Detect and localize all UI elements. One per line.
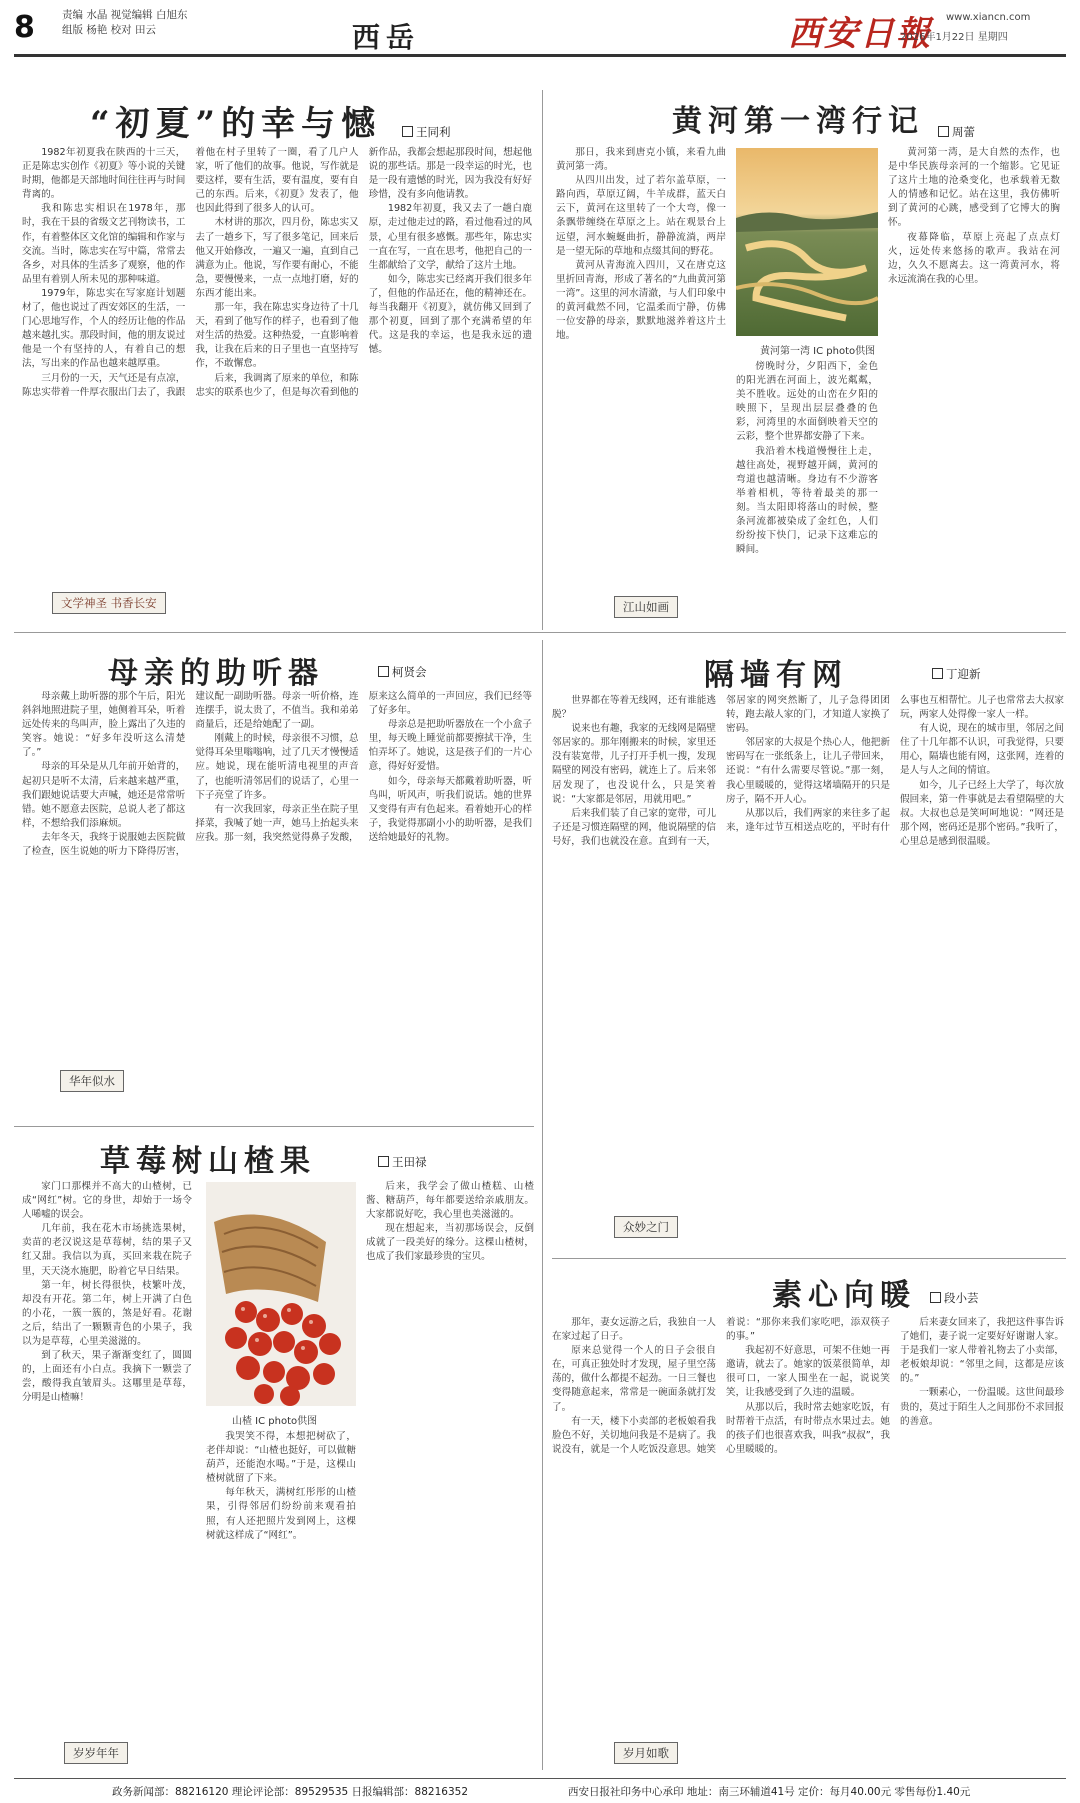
paragraph: 母亲戴上助听器的那个午后，阳光斜斜地照进院子里，她侧着耳朵，听着远处传来的鸟叫声，脸上露出了久违的笑容。她说：“好多年没听这么清楚了。” — [22, 691, 186, 759]
article-body-huanghe-left — [556, 146, 726, 626]
paragraph: 如今，母亲每天都戴着助听器，听鸟叫，听风声，听我们说话。她的世界又变得有声有色起来。看着她开心的样子，我觉得那副小小的助听器，是我们送给她最好的礼物。 — [368, 775, 532, 843]
paragraph: 黄河从青海流入四川，又在唐克这里折回青海，形成了著名的“九曲黄河第一湾”。这里的河水清澈，与人们印象中的黄河截然不同，它温柔而宁静，仿佛一位安静的母亲，默默地滋养着这片土地。 — [556, 259, 726, 342]
newspaper-logo: 西安日報 — [788, 14, 932, 54]
paragraph: 我起初不好意思，可架不住她一再邀请，就去了。她家的饭菜很简单，却很可口，一家人围坐在一起，说说笑笑，让我感受到了久违的温暖。 — [726, 1345, 890, 1399]
paragraph: 第一年，树长得很快，枝繁叶茂，却没有开花。第二年，树上开满了白色的小花，一簇一簇的，煞是好看。花谢之后，结出了一颗颗青色的小果子，我以为是草莓，心里美滋滋的。 — [22, 1279, 192, 1348]
paragraph: 后来我们装了自己家的宽带，可儿子还是习惯连隔壁的网，他说隔壁的信号好，我们也就没在意。直到有一天，邻居家的网突然断了，儿子急得团团转，跑去敲人家的门，才知道人家换了密码。 — [552, 695, 890, 847]
paragraph: 母亲总是把助听器放在一个小盒子里，每天晚上睡觉前都要擦拭干净，生怕弄坏了。她说，这是孩子们的一片心意，得好好爱惜。 — [368, 719, 532, 773]
paragraph: 母亲的耳朵是从几年前开始背的，起初只是听不太清，后来越来越严重，我们跟她说话要大声喊，她还是常常听错。她不愿意去医院，总说人老了都这样，不想给我们添麻烦。 — [22, 761, 186, 829]
paragraph: 那年，妻女远游之后，我独自一人在家过起了日子。 — [552, 1317, 716, 1343]
author-name: 段小芸 — [944, 1291, 979, 1305]
hawthorn-photo — [206, 1182, 356, 1406]
footer-printer-info: 西安日报社印务中心承印 地址：南三环辅道41号 定价：每月40.00元 零售每份1.40元 — [568, 1786, 971, 1798]
paragraph: 夜幕降临，草原上亮起了点点灯火，远处传来悠扬的歌声。我站在河边，久久不愿离去。这一湾黄河水，将永远流淌在我的心里。 — [888, 231, 1060, 285]
photo-caption: 山楂 IC photo供图 — [232, 1416, 318, 1427]
column-stamp: 文学神圣 书香长安 — [52, 592, 166, 614]
author-name: 王田禄 — [392, 1155, 427, 1169]
paragraph: 我沿着木栈道慢慢往上走，越往高处，视野越开阔，黄河的弯道也越清晰。身边有不少游客举着相机，等待着最美的那一刻。当太阳即将落山的时候，整条河流都被染成了金红色，人们纷纷按下快门，记录下这难忘的瞬间。 — [736, 445, 878, 556]
credits-line-1: 责编 水晶 视觉编辑 白旭东 — [62, 9, 188, 21]
article-body-huanghe-mid — [736, 360, 878, 626]
editor-credits — [62, 8, 322, 38]
article-body-shanzha-right — [366, 1180, 534, 1772]
yellow-river-photo — [736, 148, 878, 336]
paragraph: 去年冬天，我终于说服她去医院做了检查，医生说她的听力下降得厉害，建议配一副助听器。母亲一听价格，连连摆手，说太贵了，不值当。我和弟弟商量后，还是给她配了一副。 — [22, 691, 359, 858]
column-stamp: 岁月如歌 — [614, 1742, 678, 1764]
paragraph: 后来妻女回来了，我把这件事告诉了她们，妻子说一定要好好谢谢人家。于是我们一家人带着礼物去了小卖部，老板娘却说：“邻里之间，这都是应该的。” — [900, 1317, 1064, 1385]
author-name: 柯贤会 — [392, 665, 427, 679]
column-divider — [542, 90, 543, 630]
byline-box-icon — [402, 126, 413, 137]
paragraph: 三月份的一天，天气还是有点凉，陈忠实带着一件厚衣服出门去了，我跟着他在村子里转了一圈，看了几户人家，听了他们的故事。他说，写作就是要这样，要有生活，要有温度，要有自己的东西。后来，《初夏》发表了，他也因此得到了很多人的认可。 — [22, 147, 359, 398]
paragraph: 1982年初夏我在陕西的十三天，正是陈忠实创作《初夏》等小说的关键时期，他都是天部地时间往往再与时间背离的。 — [22, 147, 186, 201]
author-name: 周蕾 — [952, 125, 975, 139]
site-url[interactable]: www.xiancn.com — [946, 12, 1031, 23]
paragraph: 后来，我调离了原来的单位，和陈忠实的联系也少了，但是每次看到他的新作品，我都会想起那段时间，想起他说的那些话。那是一段幸运的时光，也是一段有遗憾的时光，因为我没有好好珍惜，没有多向他请教。 — [195, 147, 532, 398]
paragraph: 如今，陈忠实已经离开我们很多年了，但他的作品还在，他的精神还在。每当我翻开《初夏》，就仿佛又回到了那个初夏，回到了那个充满希望的年代。这是我的幸运，也是我永远的遗憾。 — [368, 273, 532, 356]
article-byline-tingjiqi — [378, 664, 427, 680]
yellow-river-landscape-icon — [736, 148, 878, 336]
column-stamp: 华年似水 — [60, 1070, 124, 1092]
byline-box-icon — [378, 666, 389, 677]
paragraph: 邻居家的大叔是个热心人，他把新密码写在一张纸条上，让儿子带回来，还说：“有什么需要尽管说。”那一刻，我心里暖暖的，觉得这堵墙隔开的只是房子，隔不开人心。 — [726, 737, 890, 805]
byline-box-icon — [932, 668, 943, 679]
paragraph: 傍晚时分，夕阳西下，金色的阳光洒在河面上，波光粼粼，美不胜收。远处的山峦在夕阳的映照下，呈现出层层叠叠的色彩，河湾里的水面倒映着天空的云彩，整个世界都安静了下来。 — [736, 361, 878, 443]
paragraph: 世界都在等着无线网，还有谁能逃脱？ — [552, 695, 716, 721]
paragraph: 黄河第一湾，是大自然的杰作，也是中华民族母亲河的一个缩影。它见证了这片土地的沧桑变化，也承载着无数人的情感和记忆。站在这里，我仿佛听到了黄河的心跳，感受到了它博大的胸怀。 — [888, 147, 1060, 229]
article-body-tingjiqi — [22, 690, 532, 1120]
footer-phones: 政务新闻部：88216120 理论评论部：89529535 日报编辑部：88216352 — [112, 1786, 469, 1798]
page-number: 8 — [14, 10, 35, 45]
article-byline-shanzha — [378, 1154, 427, 1170]
article-body-glqiang — [552, 694, 1064, 1252]
article-body-suxin — [552, 1316, 1064, 1772]
masthead — [0, 0, 1080, 52]
page-footer — [14, 1778, 1066, 1801]
column-stamp: 岁岁年年 — [64, 1742, 128, 1764]
paragraph: 家门口那棵并不高大的山楂树，已成“网红”树。它的身世，却始于一场令人唏嘘的误会。 — [22, 1181, 192, 1221]
paragraph: 现在想起来，当初那场误会，反倒成就了一段美好的缘分。这棵山楂树，也成了我们家最珍贵的宝贝。 — [366, 1223, 534, 1263]
paragraph: 有一天，楼下小卖部的老板娘看我脸色不好，关切地问我是不是病了。我说没有，就是一个人吃饭没意思。她笑着说：“那你来我们家吃吧，添双筷子的事。” — [552, 1317, 890, 1455]
paragraph: 如今，儿子已经上大学了，每次放假回来，第一件事就是去看望隔壁的大叔。大叔也总是笑呵呵地说：“网还是那个网，密码还是那个密码。”我听了，心里总是感到很温暖。 — [900, 779, 1064, 847]
paragraph: 那一年，我在陈忠实身边待了十几天，看到了他写作的样子，也看到了他对生活的热爱。这种热爱，一直影响着我，让我在后来的日子里也一直坚持写作，不敢懈怠。 — [195, 302, 359, 370]
paragraph: 每年秋天，满树红彤彤的山楂果，引得邻居们纷纷前来观看拍照，有人还把照片发到网上，这棵树就这样成了“网红”。 — [206, 1487, 356, 1541]
paragraph: 几年前，我在花木市场挑选果树，卖苗的老汉说这是草莓树，结的果子又红又甜。我信以为真，买回来栽在院子里，天天浇水施肥，盼着它早日结果。 — [22, 1223, 192, 1277]
section-divider — [552, 1258, 1066, 1259]
paragraph: 1979年，陈忠实在写家庭计划题材了，他也说过了西安郊区的生活，一门心思地写作，个人的经历让他的作品越来越扎实。那段时间，他的朋友说过他是一个有坚持的人，有着自己的想法，写出来的作品也越来越厚重。 — [22, 287, 186, 370]
paragraph: 原来总觉得一个人的日子会很自在，可真正独处时才发现，屋子里空荡荡的，做什么都提不起劲。一日三餐也变得随意起来，常常是一碗面条就打发了。 — [552, 1345, 716, 1413]
column-stamp: 众妙之门 — [614, 1216, 678, 1238]
paragraph: 到了秋天，果子渐渐变红了，圆圆的，上面还有小白点。我摘下一颗尝了尝，酸得我直皱眉头。这哪里是草莓，分明是山楂嘛！ — [22, 1350, 192, 1404]
article-body-shanzha-left — [22, 1180, 192, 1772]
article-title-shanzha: 草莓树山楂果 — [100, 1144, 316, 1179]
section-title: 西岳 — [352, 21, 421, 54]
article-byline-huanghe — [938, 124, 975, 140]
byline-box-icon — [930, 1292, 941, 1303]
article-title-chuxia: “初夏”的幸与憾 — [90, 104, 382, 144]
paragraph: 后来，我学会了做山楂糕、山楂酱、糖葫芦，每年都要送给亲戚朋友。大家都说好吃，我心里也美滋滋的。 — [366, 1181, 534, 1221]
paragraph: 1982年初夏，我又去了一趟白鹿原，走过他走过的路，看过他看过的风景，心里有很多感慨。那些年，陈忠实一直在写，一直在思考，他把自己的一生都献给了文学，献给了这片土地。 — [368, 203, 532, 271]
paragraph: 我和陈忠实相识在1978年，那时，我在干县的省级文艺刊物读书，工作，有着整体区文化馆的编辑和作家与交流。当时，陈忠实在写中篇，常常去各乡，对具体的生活多了观察，他的作品里有着别人所未见的那种味道。 — [22, 203, 186, 285]
article-title-huanghe: 黄河第一湾行记 — [672, 104, 924, 139]
article-body-chuxia — [22, 146, 532, 626]
column-stamp: 江山如画 — [614, 596, 678, 618]
credits-line-2: 组版 杨艳 校对 田云 — [62, 24, 157, 36]
article-title-tingjiqi: 母亲的助听器 — [108, 656, 324, 691]
article-title-suxin: 素心向暖 — [772, 1278, 916, 1313]
paragraph: 从那以后，我们两家的来往多了起来，逢年过节互相送点吃的，平时有什么事也互相帮忙。儿子也常常去大叔家玩，两家人处得像一家人一样。 — [726, 695, 1064, 833]
hawthorn-basket-icon — [206, 1182, 356, 1406]
paragraph: 一颗素心，一份温暖。这世间最珍贵的，莫过于陌生人之间那份不求回报的善意。 — [900, 1387, 1064, 1427]
paragraph: 从那以后，我时常去她家吃饭，有时帮着干点活，有时带点水果过去。她的孩子们也很喜欢我，叫我“叔叔”，我心里暖暖的。 — [726, 1401, 890, 1455]
column-divider — [542, 640, 543, 1770]
paragraph: 有人说，现在的城市里，邻居之间住了十几年都不认识，可我觉得，只要用心，隔墙也能有网，这张网，连着的是人与人之间的情谊。 — [900, 723, 1064, 777]
article-byline-suxin — [930, 1290, 979, 1306]
issue-date: 2026年1月22日 星期四 — [900, 32, 1008, 43]
paragraph: 我哭笑不得，本想把树砍了，老伴却说：“山楂也挺好，可以做糖葫芦，还能泡水喝。”于是，这棵山楂树就留了下来。 — [206, 1431, 356, 1485]
paragraph: 那日，我来到唐克小镇，来看九曲黄河第一湾。 — [556, 147, 726, 173]
paragraph: 有一次我回家，母亲正坐在院子里择菜，我喊了她一声，她马上抬起头来应我。那一刻，我突然觉得鼻子发酸，原来这么简单的一声回应，我们已经等了好多年。 — [195, 691, 532, 843]
article-byline-glqiang — [932, 666, 981, 682]
author-name: 丁迎新 — [946, 667, 981, 681]
article-body-huanghe-right — [888, 146, 1060, 626]
paragraph: 木材讲的那次，四月份，陈忠实又去了一趟乡下，写了很多笔记，回来后他又开始修改，一遍又一遍，直到自己满意为止。他说，写作要有耐心，不能急，要慢慢来，一点一点地打磨，好的东西才能出来。 — [195, 217, 359, 299]
byline-box-icon — [378, 1156, 389, 1167]
photo-caption: 黄河第一湾 IC photo供图 — [760, 346, 876, 357]
paragraph: 说来也有趣，我家的无线网是隔壁邻居家的。那年刚搬来的时候，家里还没有装宽带，儿子打开手机一搜，发现隔壁的网没有密码，就连上了。后来邻居发现了，也没说什么，只是笑着说：“大家都是邻居，用就用吧。” — [552, 723, 716, 805]
article-body-shanzha-mid — [206, 1430, 356, 1772]
section-divider — [14, 632, 1066, 633]
paragraph: 刚戴上的时候，母亲很不习惯，总觉得耳朵里嗡嗡响，过了几天才慢慢适应。她说，现在能听清电视里的声音了，也能听清邻居们的说话了，心里一下子亮堂了许多。 — [195, 733, 359, 801]
masthead-rule — [14, 54, 1066, 57]
paragraph: 从四川出发，过了若尔盖草原，一路向西，草原辽阔，牛羊成群，蓝天白云下，黄河在这里转了一个大弯，像一条飘带缠绕在草原之上。站在观景台上远望，河水蜿蜒曲折，静静流淌，两岸是一望无际的草地和点缀其间的野花。 — [556, 175, 726, 257]
article-title-glqiang: 隔墙有网 — [704, 658, 848, 693]
author-name: 王同利 — [416, 125, 451, 139]
section-divider — [14, 1126, 534, 1127]
article-byline-chuxia — [402, 124, 451, 140]
byline-box-icon — [938, 126, 949, 137]
